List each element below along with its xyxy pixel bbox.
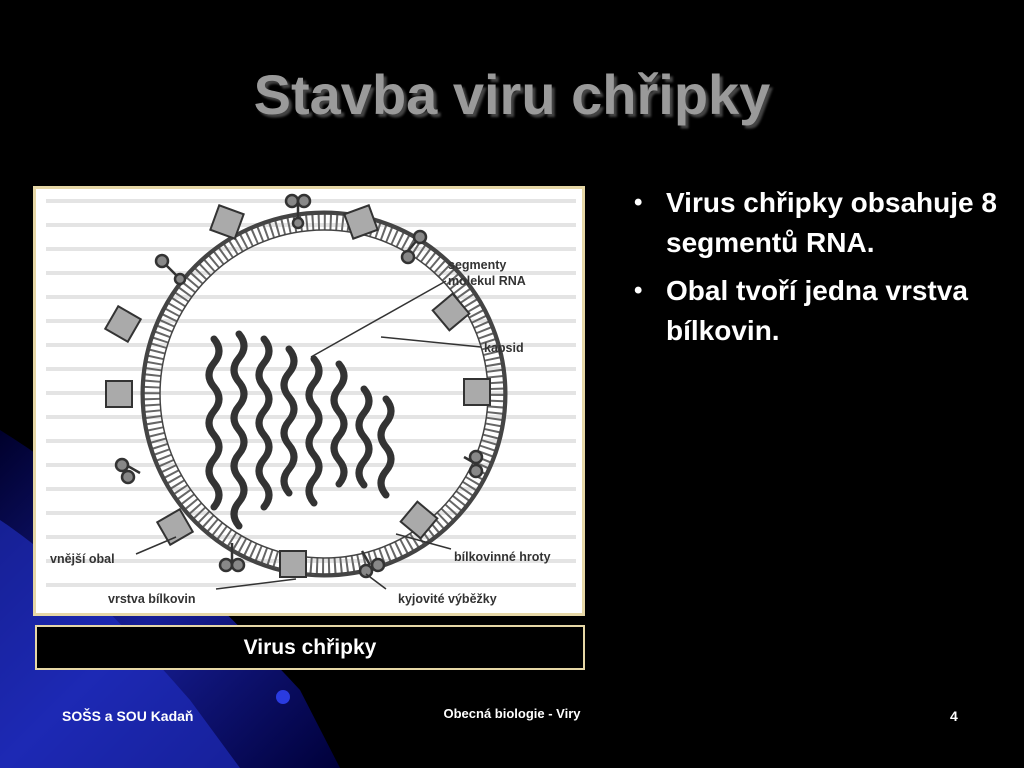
label-segments: segmenty — [448, 258, 507, 272]
figure-caption: Virus chřipky — [35, 625, 585, 670]
bullet-item — [628, 271, 1008, 351]
label-capsid: kapsid — [484, 341, 524, 355]
label-spikes: bílkovinné hroty — [454, 550, 551, 564]
slide-title: Stavba viru chřipky — [253, 63, 771, 126]
label-knobs: kyjovité výběžky — [398, 592, 497, 606]
footer-topic: Obecná biologie - Viry — [443, 706, 581, 721]
label-segments-2: molekul RNA — [448, 274, 526, 288]
footer-school: SOŠS a SOU Kadaň — [62, 708, 194, 724]
bullet-text: Obal tvoří jedna vrstva bílkovin. — [666, 275, 968, 346]
slide-number: 4 — [950, 708, 958, 724]
bullet-icon: • — [634, 189, 643, 216]
bullet-list — [628, 183, 1008, 359]
bullet-icon: • — [634, 277, 643, 304]
label-outer: vnější obal — [50, 552, 115, 566]
label-protein-layer: vrstva bílkovin — [108, 592, 196, 606]
bullet-text: Virus chřipky obsahuje 8 segmentů RNA. — [666, 187, 997, 258]
virus-diagram — [33, 186, 585, 616]
bullet-item — [628, 183, 1008, 263]
